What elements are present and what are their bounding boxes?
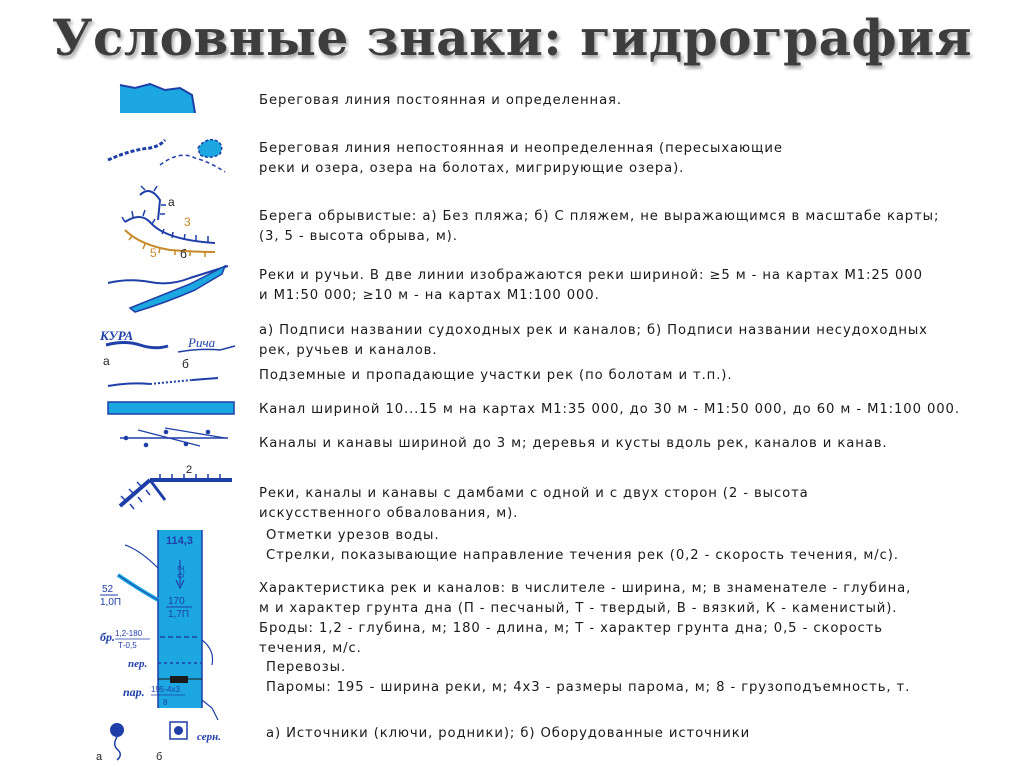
legend-text-variable-shoreline: Береговая линия непостоянная и неопределенная (пересыхающие реки и озера, озера на болотах, мигрирующие озера).	[259, 141, 783, 176]
page-title: Условные знаки: гидрография	[51, 8, 973, 67]
bank-label-b: б	[180, 247, 187, 261]
legend-text-canal: Канал шириной 10...15 м на картах М1:35 000, до 30 м - М1:50 000, до 60 м - М1:100 000.	[259, 402, 960, 417]
underground-river-symbol	[108, 378, 218, 386]
bank-height-5: 5	[150, 246, 157, 260]
ford-label: бр.	[100, 630, 115, 644]
ford-depth-length: 1,2-180	[115, 629, 143, 638]
non-navigable-river-name: Рича	[188, 335, 216, 350]
river-depth: 1,7П	[168, 609, 190, 620]
non-permanent-shoreline-symbol	[108, 140, 225, 172]
label-a: а	[103, 354, 110, 368]
legend-text-ferries: Перевозы. Паромы: 195 - ширина реки, м; 4х3 - размеры парома, м; 8 - грузоподъемность, т.	[266, 660, 911, 695]
legend-text-steep-banks: Берега обрывистые: а) Без пляжа; б) С пляжем, не выражающимся в масштабе карты; (3, 5 - высота обрыва, м).	[259, 209, 940, 244]
dam-height-label: 2	[186, 464, 193, 476]
bank-height-3: 3	[184, 215, 191, 229]
legend-text-shoreline: Береговая линия постоянная и определенная.	[259, 93, 622, 108]
legend-text-ditches: Каналы и канавы шириной до 3 м; деревья и кусты вдоль рек, каналов и канав.	[259, 436, 888, 451]
dams-symbol	[120, 464, 232, 509]
label-b: б	[182, 357, 189, 371]
legend-text-water-levels: Отметки урезов воды. Стрелки, показывающие направление течения рек (0,2 - скорость течения, м/с).	[266, 528, 899, 563]
bank-label-a: а	[168, 195, 175, 209]
tributary-width: 52	[102, 584, 114, 595]
spring-label-b: б	[156, 751, 163, 763]
legend-text-underground: Подземные и пропадающие участки рек (по болотам и т.п.).	[259, 368, 733, 383]
river-width: 170	[168, 596, 185, 607]
steep-banks-symbol	[122, 186, 215, 261]
navigable-river-name: КУРА	[100, 328, 134, 343]
legend-text-rivers: Реки и ручьи. В две линии изображаются реки шириной: ≥5 м - на картах М1:25 000 и М1:50 000; ≥10 м - на картах М1:100 000.	[259, 268, 923, 303]
river-characteristics-symbol	[100, 530, 218, 720]
ditches-trees-symbol	[120, 428, 228, 447]
tributary-depth: 1,0П	[100, 597, 122, 608]
ferry-size: 195-4х3	[151, 685, 180, 694]
canal-symbol	[108, 402, 234, 414]
ferry-crossing-label: пер.	[128, 658, 148, 670]
water-level-mark: 114,3	[166, 535, 193, 547]
rivers-streams-symbol	[108, 266, 228, 312]
ferry-label: пар.	[123, 685, 145, 699]
legend-text-springs: а) Источники (ключи, родники); б) Оборудованные источники	[266, 726, 751, 741]
name-labels-symbol	[99, 328, 235, 371]
permanent-shoreline-symbol	[120, 84, 195, 113]
spring-label-a: а	[96, 751, 103, 763]
ferry-capacity: 8	[163, 698, 168, 707]
legend-text-river-characteristics: Характеристика рек и каналов: в числителе - ширина, м; в знаменателе - глубина, м и характер грунта дна (П - песчаный, Т - твердый, В - вязкий, К - каменистый). Броды: 1,2 - глубина, м; 180 - длина, м; Т - характер грунта дна; 0,5 - скорость течения, м/с.	[259, 581, 912, 656]
current-speed: 0,2	[176, 565, 186, 578]
legend-text-dams: Реки, каналы и канавы с дамбами с одной и с двух сторон (2 - высота искусственного обвалования, м).	[259, 486, 809, 521]
legend-text-name-labels: а) Подписи названии судоходных рек и каналов; б) Подписи названии несудоходных рек, ручьев и каналов.	[259, 323, 928, 358]
ford-soil-speed: Т-0,5	[118, 641, 137, 650]
spring-sulfur-label: серн.	[197, 731, 221, 743]
legend-symbols	[90, 76, 250, 764]
springs-symbol	[96, 722, 221, 763]
